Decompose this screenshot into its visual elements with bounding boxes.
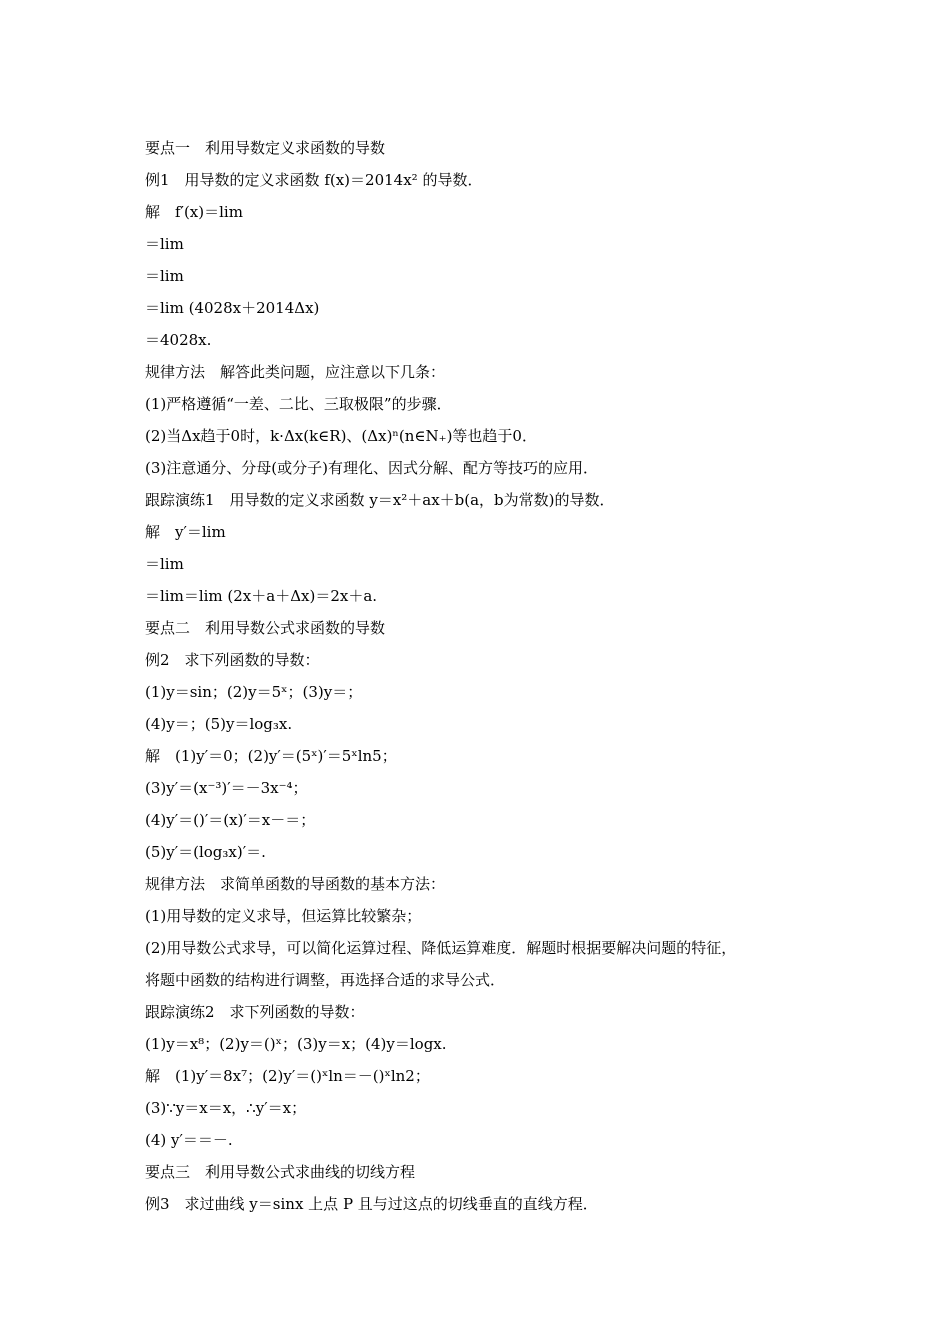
- practice-2-items: (1)y＝x⁸；(2)y＝()ˣ；(3)y＝x；(4)y＝logx.: [145, 1035, 447, 1053]
- solution-line: ＝lim (4028x＋2014Δx): [145, 299, 320, 317]
- example-2-statement: 例2 求下列函数的导数：: [145, 651, 320, 669]
- section-heading-3: 要点三 利用导数公式求曲线的切线方程: [145, 1163, 416, 1181]
- solution-line: 解 (1)y′＝8x⁷；(2)y′＝()ˣln＝－()ˣln2；: [145, 1067, 430, 1085]
- solution-line: (4)y′＝()′＝(x)′＝x－＝；: [145, 811, 316, 829]
- solution-line: (3)y′＝(x⁻³)′＝－3x⁻⁴；: [145, 779, 308, 797]
- solution-line: 解 f′(x)＝lim: [145, 203, 243, 221]
- section-heading-1: 要点一 利用导数定义求函数的导数: [145, 139, 386, 157]
- solution-line: 解 (1)y′＝0；(2)y′＝(5ˣ)′＝5ˣln5；: [145, 747, 397, 765]
- solution-line: (3)∵y＝x＝x，∴y′＝x；: [145, 1099, 307, 1117]
- practice-2-statement: 跟踪演练2 求下列函数的导数：: [145, 1003, 365, 1021]
- solution-line: ＝4028x.: [145, 331, 212, 349]
- solution-line: ＝lim: [145, 235, 184, 253]
- solution-line: ＝lim＝lim (2x＋a＋Δx)＝2x＋a.: [145, 587, 378, 605]
- document-body: [145, 134, 825, 1222]
- method-item: (2)用导数公式求导，可以简化运算过程、降低运算难度．解题时根据要解决问题的特征，: [145, 939, 737, 957]
- solution-line: 解 y′＝lim: [145, 523, 226, 541]
- practice-1-statement: 跟踪演练1 用导数的定义求函数 y＝x²＋ax＋b(a，b为常数)的导数．: [145, 491, 615, 509]
- method-item: (1)严格遵循“一差、二比、三取极限”的步骤．: [145, 395, 452, 413]
- method-heading: 规律方法 求简单函数的导函数的基本方法：: [145, 875, 446, 893]
- example-2-items: (4)y＝；(5)y＝log₃x.: [145, 715, 293, 733]
- example-1-statement: 例1 用导数的定义求函数 f(x)＝2014x² 的导数．: [145, 171, 483, 189]
- method-item-continued: 将题中函数的结构进行调整，再选择合适的求导公式．: [145, 971, 506, 989]
- solution-line: ＝lim: [145, 267, 184, 285]
- method-item: (2)当Δx趋于0时，k·Δx(k∈R)、(Δx)ⁿ(n∈N₊)等也趋于0．: [145, 427, 537, 445]
- method-item: (1)用导数的定义求导，但运算比较繁杂；: [145, 907, 422, 925]
- method-heading: 规律方法 解答此类问题，应注意以下几条：: [145, 363, 446, 381]
- solution-line: (5)y′＝(log₃x)′＝.: [145, 843, 266, 861]
- example-3-statement: 例3 求过曲线 y＝sinx 上点 P 且与过这点的切线垂直的直线方程．: [145, 1195, 598, 1213]
- section-heading-2: 要点二 利用导数公式求函数的导数: [145, 619, 386, 637]
- example-2-items: (1)y＝sin；(2)y＝5ˣ；(3)y＝；: [145, 683, 363, 701]
- solution-line: (4) y′＝＝－.: [145, 1131, 233, 1149]
- method-item: (3)注意通分、分母(或分子)有理化、因式分解、配方等技巧的应用．: [145, 459, 598, 477]
- solution-line: ＝lim: [145, 555, 184, 573]
